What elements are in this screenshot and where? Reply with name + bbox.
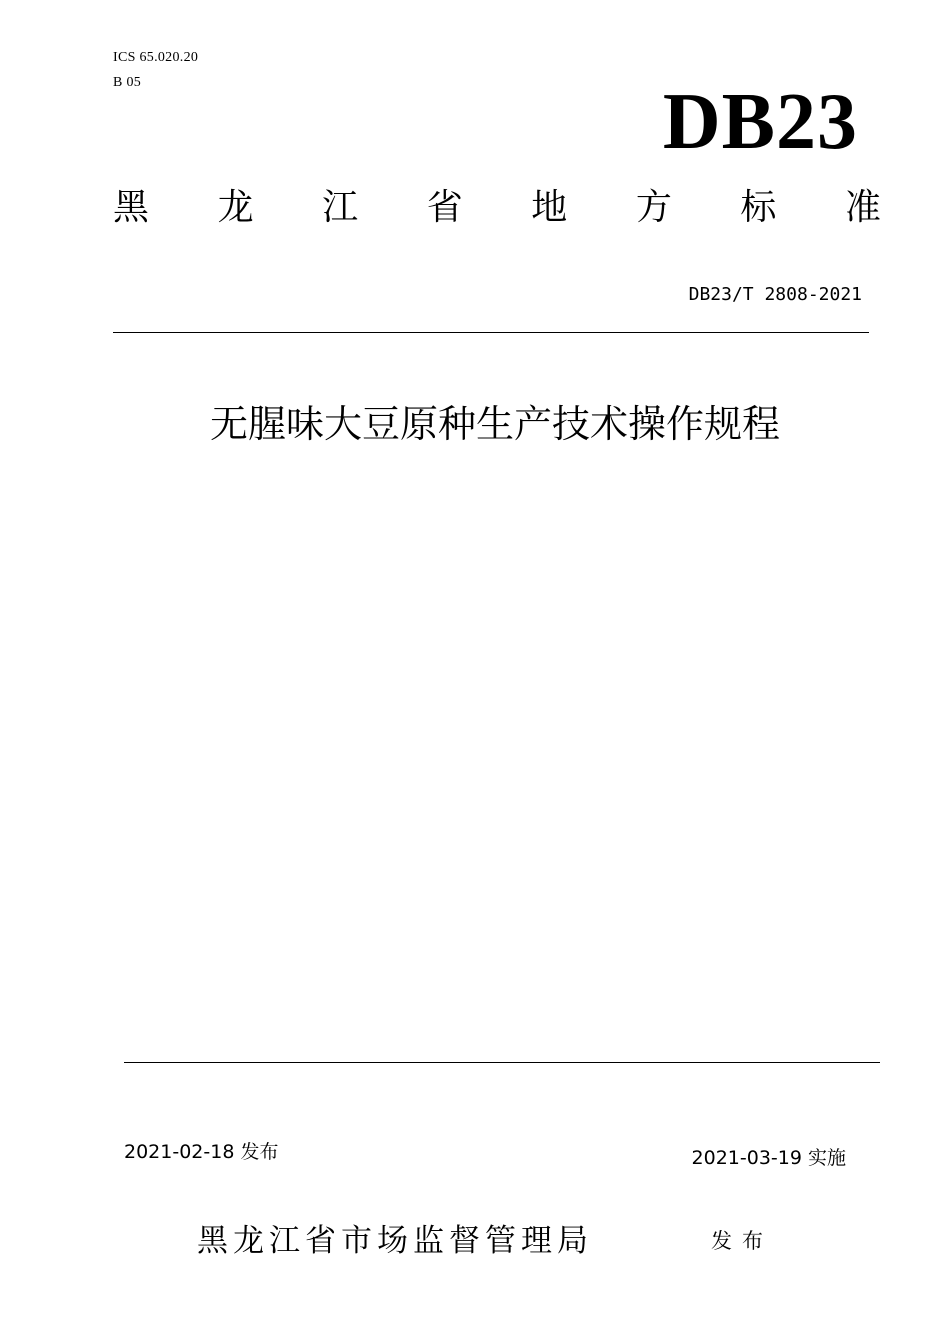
standard-type-char: 江 bbox=[322, 187, 359, 228]
ics-code: ICS 65.020.20 bbox=[113, 50, 199, 65]
standard-type-char: 标 bbox=[740, 187, 777, 228]
standard-type-char: 方 bbox=[635, 187, 672, 228]
standard-type-char: 省 bbox=[426, 187, 463, 228]
standard-logo: DB23 bbox=[662, 78, 858, 166]
standard-type-char: 地 bbox=[531, 187, 568, 228]
publish-label: 发布 bbox=[711, 1229, 773, 1253]
standard-type-heading bbox=[113, 186, 881, 230]
ccs-code: B 05 bbox=[113, 75, 142, 90]
standard-number: DB23/T 2808-2021 bbox=[688, 284, 862, 305]
implementation-date: 2021-03-19 实施 bbox=[691, 1147, 846, 1169]
standard-type-char: 龙 bbox=[217, 187, 254, 228]
issuing-authority: 黑龙江省市场监督管理局 bbox=[197, 1223, 593, 1259]
document-title: 无腥味大豆原种生产技术操作规程 bbox=[209, 402, 780, 446]
header-divider bbox=[113, 332, 869, 333]
standard-type-char: 黑 bbox=[113, 187, 150, 228]
issue-date: 2021-02-18 发布 bbox=[124, 1141, 279, 1163]
footer-divider bbox=[124, 1062, 880, 1063]
standard-type-char: 准 bbox=[844, 187, 881, 228]
